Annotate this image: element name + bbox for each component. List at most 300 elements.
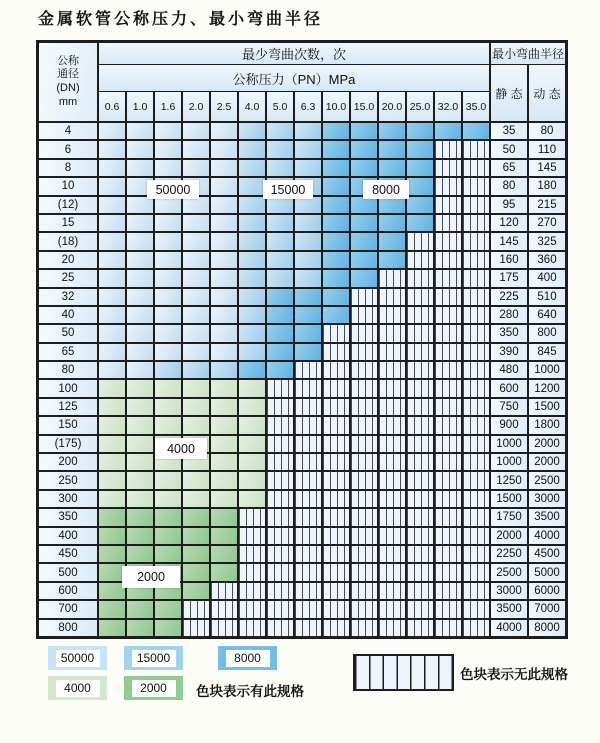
spec-cell — [238, 453, 266, 471]
no-spec-cell — [322, 490, 350, 508]
spec-cell — [126, 453, 154, 471]
no-spec-cell — [266, 490, 294, 508]
spec-cell — [238, 232, 266, 250]
dn-cell: (175) — [38, 435, 98, 453]
no-spec-cell — [462, 379, 490, 397]
no-spec-cell — [266, 508, 294, 526]
spec-cell — [98, 251, 126, 269]
no-spec-cell — [378, 343, 406, 361]
no-spec-cell — [462, 324, 490, 342]
table-row — [38, 288, 566, 306]
no-spec-cell — [266, 453, 294, 471]
dn-cell: 4 — [38, 122, 98, 140]
dn-cell: 700 — [38, 600, 98, 618]
spec-cell — [154, 361, 182, 379]
spec-cell — [182, 306, 210, 324]
dynamic-value: 1500 — [528, 398, 566, 416]
static-value: 2500 — [490, 563, 528, 581]
zone-label-15000: 15000 — [263, 180, 313, 199]
no-spec-cell — [294, 471, 322, 489]
spec-cell — [210, 232, 238, 250]
no-spec-cell — [350, 490, 378, 508]
no-spec-cell — [434, 563, 462, 581]
no-spec-cell — [350, 453, 378, 471]
spec-cell — [266, 343, 294, 361]
spec-cell — [182, 527, 210, 545]
spec-cell — [182, 545, 210, 563]
no-spec-cell — [434, 269, 462, 287]
spec-cell — [294, 269, 322, 287]
pressure-col-header: 5.0 — [266, 91, 294, 122]
table-row — [38, 563, 566, 581]
table-header — [38, 42, 566, 122]
dn-header-line3: (DN) — [56, 82, 80, 94]
no-spec-cell — [434, 582, 462, 600]
spec-cell — [378, 140, 406, 158]
spec-cell — [98, 306, 126, 324]
no-spec-cell — [238, 527, 266, 545]
spec-cell — [434, 122, 462, 140]
no-spec-cell — [294, 398, 322, 416]
no-spec-cell — [294, 435, 322, 453]
spec-cell — [126, 398, 154, 416]
spec-cell — [182, 582, 210, 600]
spec-cell — [154, 398, 182, 416]
no-spec-cell — [462, 416, 490, 434]
spec-cell — [182, 398, 210, 416]
dn-cell: 100 — [38, 379, 98, 397]
table-row — [38, 361, 566, 379]
spec-cell — [154, 324, 182, 342]
dn-header — [38, 42, 98, 122]
static-value: 1750 — [490, 508, 528, 526]
dn-cell: 500 — [38, 563, 98, 581]
table-row — [38, 416, 566, 434]
spec-cell — [266, 306, 294, 324]
no-spec-cell — [322, 563, 350, 581]
dynamic-value: 845 — [528, 343, 566, 361]
table-row — [38, 140, 566, 158]
spec-cell — [238, 288, 266, 306]
no-spec-cell — [434, 490, 462, 508]
legend-swatch-50000 — [48, 646, 107, 670]
spec-cell — [238, 214, 266, 232]
spec-cell — [210, 361, 238, 379]
spec-cell — [238, 159, 266, 177]
static-value: 350 — [490, 324, 528, 342]
no-spec-cell — [462, 361, 490, 379]
spec-cell — [182, 288, 210, 306]
no-spec-cell — [266, 379, 294, 397]
spec-cell — [126, 490, 154, 508]
spec-cell — [378, 159, 406, 177]
spec-cell — [182, 232, 210, 250]
no-spec-cell — [238, 545, 266, 563]
no-spec-cell — [294, 527, 322, 545]
table-row — [38, 232, 566, 250]
no-spec-cell — [462, 582, 490, 600]
no-spec-cell — [378, 398, 406, 416]
spec-cell — [98, 508, 126, 526]
no-spec-cell — [210, 619, 238, 637]
dn-cell: 350 — [38, 508, 98, 526]
spec-cell — [322, 306, 350, 324]
dn-cell: 250 — [38, 471, 98, 489]
spec-cell — [126, 232, 154, 250]
no-spec-cell — [350, 435, 378, 453]
no-spec-cell — [434, 196, 462, 214]
spec-cell — [126, 214, 154, 232]
no-spec-cell — [238, 563, 266, 581]
table-row — [38, 159, 566, 177]
pressure-col-header: 2.5 — [210, 91, 238, 122]
table-row — [38, 214, 566, 232]
no-spec-cell — [378, 619, 406, 637]
no-spec-cell — [378, 563, 406, 581]
spec-cell — [266, 140, 294, 158]
no-spec-cell — [462, 343, 490, 361]
no-spec-cell — [238, 619, 266, 637]
spec-cell — [406, 140, 434, 158]
dynamic-value: 3000 — [528, 490, 566, 508]
no-spec-cell — [462, 214, 490, 232]
no-spec-cell — [378, 306, 406, 324]
pressure-col-header: 1.0 — [126, 91, 154, 122]
spec-cell — [154, 379, 182, 397]
no-spec-cell — [434, 379, 462, 397]
static-value: 900 — [490, 416, 528, 434]
pressure-col-header: 1.6 — [154, 91, 182, 122]
no-spec-cell — [406, 343, 434, 361]
table-row — [38, 527, 566, 545]
spec-cell — [322, 122, 350, 140]
no-spec-cell — [462, 269, 490, 287]
static-value: 1000 — [490, 435, 528, 453]
no-spec-cell — [462, 177, 490, 195]
spec-cell — [182, 416, 210, 434]
static-header: 静 态 — [490, 64, 528, 122]
no-spec-cell — [322, 471, 350, 489]
spec-cell — [126, 122, 154, 140]
spec-cell — [126, 269, 154, 287]
spec-cell — [238, 196, 266, 214]
spec-cell — [126, 288, 154, 306]
no-spec-cell — [406, 619, 434, 637]
no-spec-cell — [266, 600, 294, 618]
dynamic-header: 动 态 — [528, 64, 566, 122]
spec-cell — [98, 159, 126, 177]
spec-cell — [154, 232, 182, 250]
no-spec-cell — [434, 288, 462, 306]
no-spec-cell — [406, 361, 434, 379]
static-value: 390 — [490, 343, 528, 361]
no-spec-cell — [350, 416, 378, 434]
legend-has-spec-text: 色块表示有此规格 — [196, 684, 304, 699]
spec-cell — [210, 214, 238, 232]
no-spec-cell — [294, 582, 322, 600]
spec-cell — [126, 361, 154, 379]
spec-cell — [182, 343, 210, 361]
spec-cell — [238, 398, 266, 416]
no-spec-cell — [406, 471, 434, 489]
no-spec-cell — [266, 471, 294, 489]
zone-label-2000: 2000 — [122, 566, 180, 588]
no-spec-cell — [294, 361, 322, 379]
no-spec-cell — [406, 453, 434, 471]
dn-cell: (12) — [38, 196, 98, 214]
no-spec-cell — [462, 619, 490, 637]
table-row — [38, 435, 566, 453]
spec-cell — [266, 214, 294, 232]
table-body — [38, 122, 566, 637]
static-value: 3500 — [490, 600, 528, 618]
spec-cell — [154, 508, 182, 526]
dn-cell: 150 — [38, 416, 98, 434]
spec-cell — [98, 324, 126, 342]
spec-cell — [350, 269, 378, 287]
dynamic-value: 360 — [528, 251, 566, 269]
no-spec-cell — [322, 508, 350, 526]
spec-cell — [294, 122, 322, 140]
dn-cell: 6 — [38, 140, 98, 158]
no-spec-cell — [406, 545, 434, 563]
spec-cell — [182, 214, 210, 232]
dynamic-value: 110 — [528, 140, 566, 158]
no-spec-cell — [462, 232, 490, 250]
no-spec-cell — [378, 582, 406, 600]
spec-cell — [182, 251, 210, 269]
spec-cell — [322, 288, 350, 306]
no-spec-cell — [462, 471, 490, 489]
table-row — [38, 490, 566, 508]
spec-cell — [154, 159, 182, 177]
no-spec-cell — [378, 361, 406, 379]
no-spec-cell — [294, 545, 322, 563]
spec-cell — [406, 122, 434, 140]
spec-cell — [294, 251, 322, 269]
no-spec-cell — [406, 379, 434, 397]
no-spec-cell — [322, 379, 350, 397]
spec-cell — [238, 251, 266, 269]
legend-swatch-15000 — [124, 646, 183, 670]
no-spec-cell — [406, 398, 434, 416]
no-spec-cell — [266, 619, 294, 637]
no-spec-cell — [378, 545, 406, 563]
static-value: 145 — [490, 232, 528, 250]
no-spec-cell — [294, 453, 322, 471]
table-row — [38, 379, 566, 397]
no-spec-cell — [350, 508, 378, 526]
no-spec-cell — [434, 251, 462, 269]
spec-cell — [350, 251, 378, 269]
spec-cell — [126, 379, 154, 397]
static-value: 65 — [490, 159, 528, 177]
table-row — [38, 508, 566, 526]
no-spec-cell — [434, 306, 462, 324]
spec-cell — [238, 269, 266, 287]
spec-cell — [378, 232, 406, 250]
static-value: 80 — [490, 177, 528, 195]
no-spec-cell — [462, 140, 490, 158]
spec-cell — [210, 140, 238, 158]
no-spec-cell — [462, 288, 490, 306]
spec-cell — [126, 416, 154, 434]
static-value: 3000 — [490, 582, 528, 600]
no-spec-cell — [434, 214, 462, 232]
spec-cell — [98, 343, 126, 361]
spec-cell — [294, 232, 322, 250]
dynamic-value: 510 — [528, 288, 566, 306]
spec-cell — [98, 471, 126, 489]
no-spec-cell — [462, 527, 490, 545]
spec-cell — [182, 490, 210, 508]
table-row — [38, 619, 566, 637]
dn-cell: 300 — [38, 490, 98, 508]
spec-cell — [126, 527, 154, 545]
no-spec-cell — [294, 619, 322, 637]
no-spec-cell — [462, 453, 490, 471]
dn-header-line4: mm — [58, 95, 78, 108]
no-spec-cell — [378, 471, 406, 489]
spec-cell — [126, 306, 154, 324]
spec-cell — [238, 343, 266, 361]
table-row — [38, 398, 566, 416]
no-spec-cell — [434, 398, 462, 416]
no-spec-cell — [434, 416, 462, 434]
no-spec-cell — [462, 196, 490, 214]
pressure-col-header: 25.0 — [406, 91, 434, 122]
no-spec-cell — [434, 545, 462, 563]
spec-cell — [266, 232, 294, 250]
no-spec-cell — [406, 508, 434, 526]
no-spec-cell — [350, 398, 378, 416]
pressure-col-header: 2.0 — [182, 91, 210, 122]
dn-cell: 200 — [38, 453, 98, 471]
spec-cell — [238, 416, 266, 434]
spec-cell — [322, 140, 350, 158]
no-spec-cell — [266, 416, 294, 434]
pressure-col-header: 6.3 — [294, 91, 322, 122]
no-spec-cell — [462, 306, 490, 324]
spec-cell — [322, 177, 350, 195]
no-spec-cell — [350, 563, 378, 581]
static-value: 4000 — [490, 619, 528, 637]
legend-swatch-label: 2000 — [132, 680, 176, 697]
no-spec-cell — [406, 600, 434, 618]
spec-cell — [266, 251, 294, 269]
table-row — [38, 600, 566, 618]
spec-cell — [98, 416, 126, 434]
spec-cell — [210, 563, 238, 581]
no-spec-cell — [210, 582, 238, 600]
spec-cell — [294, 288, 322, 306]
spec-cell — [182, 122, 210, 140]
dynamic-value: 4000 — [528, 527, 566, 545]
spec-cell — [182, 269, 210, 287]
spec-cell — [98, 453, 126, 471]
spec-cell — [154, 600, 182, 618]
no-spec-cell — [434, 527, 462, 545]
dynamic-value: 180 — [528, 177, 566, 195]
no-spec-cell — [266, 435, 294, 453]
dynamic-value: 1200 — [528, 379, 566, 397]
no-spec-cell — [406, 306, 434, 324]
spec-cell — [210, 269, 238, 287]
spec-cell — [126, 159, 154, 177]
spec-cell — [322, 269, 350, 287]
table-row — [38, 471, 566, 489]
spec-cell — [154, 288, 182, 306]
spec-cell — [126, 545, 154, 563]
spec-cell — [266, 159, 294, 177]
static-value: 1500 — [490, 490, 528, 508]
no-spec-cell — [434, 343, 462, 361]
static-value: 225 — [490, 288, 528, 306]
dynamic-value: 640 — [528, 306, 566, 324]
spec-cell — [154, 471, 182, 489]
spec-cell — [154, 527, 182, 545]
spec-cell — [98, 122, 126, 140]
dn-header-line1: 公称 — [57, 54, 79, 67]
spec-cell — [350, 232, 378, 250]
no-spec-cell — [434, 232, 462, 250]
zone-label-4000: 4000 — [155, 438, 207, 459]
no-spec-cell — [182, 600, 210, 618]
no-spec-cell — [378, 379, 406, 397]
static-value: 2000 — [490, 527, 528, 545]
pressure-col-header: 32.0 — [434, 91, 462, 122]
static-value: 160 — [490, 251, 528, 269]
table-row — [38, 306, 566, 324]
spec-cell — [322, 232, 350, 250]
table-row — [38, 251, 566, 269]
no-spec-cell — [294, 379, 322, 397]
spec-cell — [406, 177, 434, 195]
spec-cell — [154, 343, 182, 361]
no-spec-cell — [322, 324, 350, 342]
no-spec-cell — [406, 416, 434, 434]
dn-cell: 800 — [38, 619, 98, 637]
spec-cell — [238, 379, 266, 397]
no-spec-cell — [406, 527, 434, 545]
spec-cell — [266, 269, 294, 287]
static-value: 175 — [490, 269, 528, 287]
legend-swatch-label: 8000 — [226, 650, 270, 667]
no-spec-cell — [322, 545, 350, 563]
legend-swatch-label: 4000 — [56, 680, 100, 697]
no-spec-cell — [350, 527, 378, 545]
spec-cell — [462, 122, 490, 140]
legend-swatch-label: 15000 — [132, 650, 176, 667]
spec-cell — [98, 269, 126, 287]
spec-cell — [210, 177, 238, 195]
no-spec-cell — [322, 435, 350, 453]
no-spec-cell — [238, 582, 266, 600]
no-spec-cell — [434, 140, 462, 158]
spec-cell — [210, 416, 238, 434]
dynamic-value: 400 — [528, 269, 566, 287]
no-spec-cell — [406, 324, 434, 342]
no-spec-cell — [294, 416, 322, 434]
spec-cell — [98, 140, 126, 158]
no-spec-cell — [294, 508, 322, 526]
no-spec-cell — [350, 361, 378, 379]
spec-cell — [182, 379, 210, 397]
cycles-header: 最少弯曲次数，次 — [98, 42, 490, 65]
table-row — [38, 122, 566, 140]
no-spec-cell — [378, 324, 406, 342]
no-spec-cell — [434, 508, 462, 526]
